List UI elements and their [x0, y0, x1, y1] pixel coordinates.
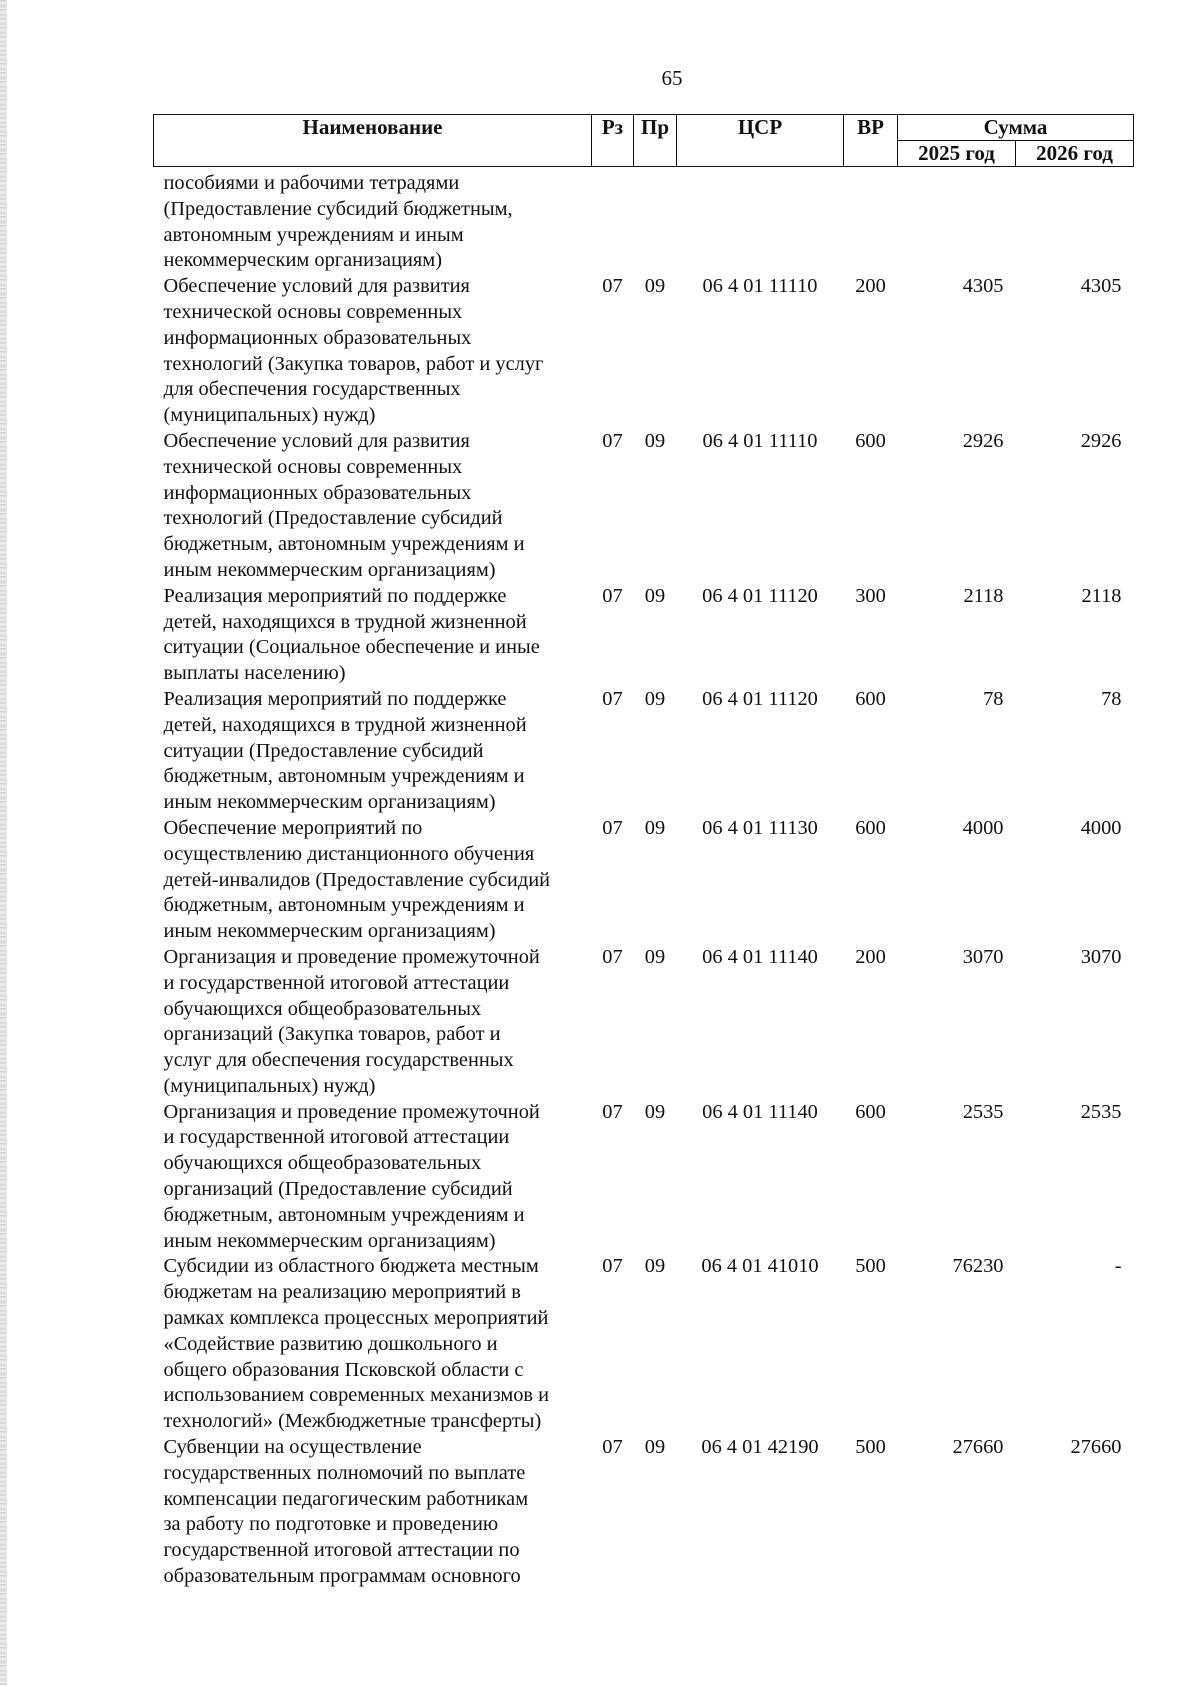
cell-sum-2025: 2118 [963, 584, 1004, 607]
cell-pr: 09 [644, 1436, 666, 1459]
cell-sum-2025: 27660 [952, 1436, 1004, 1459]
name-line: общего образования Псковской области с [163, 1358, 524, 1381]
cell-vr: 600 [855, 687, 886, 710]
name-line: бюджетным, автономным учреждениям и [163, 894, 525, 917]
budget-table [153, 114, 1134, 1590]
name-line: (муниципальных) нужд) [163, 1074, 376, 1097]
cell-csr [677, 167, 844, 275]
cell-csr: 06 4 01 11120 [702, 687, 818, 710]
cell-name [154, 274, 592, 429]
cell-rz: 07 [602, 1255, 623, 1278]
name-line: Организация и проведение промежуточной [163, 945, 540, 968]
cell-csr: 06 4 01 11140 [702, 1100, 818, 1123]
cell-sum-2026: 3070 [1080, 945, 1122, 968]
cell-name [154, 816, 592, 945]
name-line: Реализация мероприятий по поддержке [163, 687, 507, 710]
name-line: (Предоставление субсидий бюджетным, [163, 197, 513, 220]
name-line: «Содействие развитию дошкольного и [163, 1332, 498, 1355]
cell-sum-2026: 4000 [1080, 816, 1122, 839]
cell-csr: 06 4 01 11120 [702, 584, 818, 607]
name-line: технологий» (Межбюджетные трансферты) [163, 1410, 542, 1433]
cell-name [154, 1254, 592, 1435]
cell-sum-2025: 2535 [962, 1100, 1004, 1123]
table-row [154, 1435, 1134, 1590]
cell-rz: 07 [602, 429, 623, 452]
cell-pr: 09 [644, 1255, 666, 1278]
name-line: Реализация мероприятий по поддержке [163, 584, 507, 607]
name-line: использованием современных механизмов и [163, 1384, 550, 1407]
header-rz: Рз [592, 115, 634, 167]
cell-rz: 07 [602, 1100, 623, 1123]
cell-vr: 200 [855, 275, 886, 298]
cell-vr [844, 167, 898, 275]
cell-csr: 06 4 01 11140 [702, 945, 818, 968]
name-line: Обеспечение условий для развития [163, 429, 470, 452]
cell-rz [592, 167, 634, 275]
table-row [154, 816, 1134, 945]
name-line: для обеспечения государственных [163, 378, 461, 401]
name-line: иным некоммерческим организациям) [163, 558, 496, 581]
cell-name [154, 1435, 592, 1590]
cell-sum-2025: 4305 [962, 275, 1004, 298]
name-line: компенсации педагогическим работникам [163, 1487, 529, 1510]
name-line: технологий (Закупка товаров, работ и услуг [163, 352, 544, 375]
cell-csr: 06 4 01 42190 [701, 1436, 819, 1459]
name-line: иным некоммерческим организациям) [163, 920, 496, 943]
name-line: обучающихся общеобразовательных [163, 1152, 482, 1175]
name-line: информационных образовательных [163, 326, 472, 349]
name-line: бюджетным, автономным учреждениям и [163, 1203, 525, 1226]
table-row [154, 429, 1134, 584]
cell-vr: 500 [855, 1436, 886, 1459]
name-line: Субвенции на осуществление [163, 1436, 422, 1459]
table-row [154, 1254, 1134, 1435]
name-line: Обеспечение мероприятий по [163, 816, 423, 839]
cell-name [154, 1100, 592, 1255]
cell-pr: 09 [644, 945, 666, 968]
cell-vr: 600 [855, 816, 886, 839]
cell-pr: 09 [644, 429, 666, 452]
name-line: государственной итоговой аттестации по [163, 1539, 520, 1562]
cell-name [154, 167, 592, 275]
table-row [154, 274, 1134, 429]
name-line: за работу по подготовке и проведению [163, 1513, 499, 1536]
name-line: Обеспечение условий для развития [163, 275, 470, 298]
name-line: ситуации (Социальное обеспечение и иные [163, 636, 540, 659]
name-line: детей-инвалидов (Предоставление субсидий [163, 868, 551, 891]
header-year-2026: 2026 год [1016, 141, 1134, 167]
name-line: иным некоммерческим организациям) [163, 1229, 496, 1252]
cell-vr: 600 [855, 1100, 886, 1123]
name-line: (муниципальных) нужд) [163, 404, 376, 427]
cell-vr: 300 [855, 584, 886, 607]
name-line: образовательным программам основного [163, 1565, 521, 1588]
cell-pr: 09 [644, 1100, 666, 1123]
name-line: государственных полномочий по выплате [163, 1461, 526, 1484]
cell-sum-2026: - [1114, 1255, 1122, 1278]
cell-pr: 09 [644, 275, 666, 298]
name-line: бюджетам на реализацию мероприятий в [163, 1281, 521, 1304]
cell-sum-2025: 78 [983, 687, 1004, 710]
header-vr: ВР [844, 115, 898, 167]
table-row [154, 945, 1134, 1100]
name-line: бюджетным, автономным учреждениям и [163, 765, 525, 788]
cell-sum-2026: 78 [1101, 687, 1122, 710]
name-line: осуществлению дистанционного обучения [163, 842, 535, 865]
header-name: Наименование [154, 115, 592, 167]
cell-rz: 07 [602, 816, 623, 839]
name-line: рамках комплекса процессных мероприятий [163, 1307, 549, 1330]
name-line: бюджетным, автономным учреждениям и [163, 533, 525, 556]
cell-csr: 06 4 01 41010 [701, 1255, 819, 1278]
cell-rz: 07 [602, 584, 623, 607]
cell-sum-2026: 2535 [1080, 1100, 1122, 1123]
cell-sum-2026: 27660 [1070, 1436, 1122, 1459]
name-line: пособиями и рабочими тетрадями [163, 172, 460, 194]
cell-rz: 07 [602, 687, 623, 710]
cell-sum-2025: 4000 [962, 816, 1004, 839]
header-sum: Сумма [898, 115, 1134, 141]
name-line: обучающихся общеобразовательных [163, 997, 482, 1020]
header-year-2025: 2025 год [898, 141, 1016, 167]
cell-name [154, 945, 592, 1100]
header-csr: ЦСР [677, 115, 844, 167]
scan-edge [0, 0, 7, 1686]
page-number: 65 [661, 66, 683, 90]
cell-pr: 09 [644, 687, 666, 710]
table-body [154, 167, 1134, 1590]
table-row [154, 584, 1134, 687]
name-line: технологий (Предоставление субсидий [163, 507, 503, 530]
cell-sum-2025 [898, 167, 1016, 275]
table-row [154, 1100, 1134, 1255]
name-line: услуг для обеспечения государственных [163, 1049, 514, 1072]
cell-vr: 200 [855, 945, 886, 968]
name-line: информационных образовательных [163, 481, 472, 504]
header-row [154, 115, 1134, 141]
cell-name [154, 429, 592, 584]
cell-pr: 09 [644, 584, 666, 607]
name-line: некоммерческим организациям) [163, 249, 442, 272]
name-line: и государственной итоговой аттестации [163, 971, 510, 994]
cell-sum-2026 [1016, 167, 1134, 275]
cell-vr: 500 [855, 1255, 886, 1278]
name-line: и государственной итоговой аттестации [163, 1126, 510, 1149]
name-line: Организация и проведение промежуточной [163, 1100, 540, 1123]
name-line: ситуации (Предоставление субсидий [163, 739, 484, 762]
name-line: детей, находящихся в трудной жизненной [163, 610, 527, 633]
name-line: выплаты населению) [163, 662, 346, 685]
cell-rz: 07 [602, 1436, 623, 1459]
cell-sum-2025: 76230 [952, 1255, 1004, 1278]
cell-name [154, 687, 592, 816]
cell-csr: 06 4 01 11110 [702, 429, 818, 452]
name-line: организаций (Предоставление субсидий [163, 1178, 513, 1201]
cell-name [154, 584, 592, 687]
cell-sum-2026: 2118 [1081, 584, 1122, 607]
table-row [154, 687, 1134, 816]
cell-pr [634, 167, 677, 275]
cell-rz: 07 [602, 945, 623, 968]
cell-sum-2025: 2926 [962, 429, 1004, 452]
cell-csr: 06 4 01 11130 [702, 816, 818, 839]
name-line: Субсидии из областного бюджета местным [163, 1255, 539, 1278]
cell-pr: 09 [644, 816, 666, 839]
cell-rz: 07 [602, 275, 623, 298]
cell-csr: 06 4 01 11110 [702, 275, 818, 298]
cell-sum-2025: 3070 [962, 945, 1004, 968]
name-line: технической основы современных [163, 300, 463, 323]
cell-sum-2026: 2926 [1080, 429, 1122, 452]
name-line: организаций (Закупка товаров, работ и [163, 1023, 501, 1046]
cell-vr: 600 [855, 429, 886, 452]
name-line: автономным учреждениям и иным [163, 223, 464, 246]
header-pr: Пр [634, 115, 677, 167]
name-line: иным некоммерческим организациям) [163, 791, 496, 814]
table-row [154, 167, 1134, 275]
name-line: технической основы современных [163, 455, 463, 478]
name-line: детей, находящихся в трудной жизненной [163, 713, 527, 736]
cell-sum-2026: 4305 [1080, 275, 1122, 298]
